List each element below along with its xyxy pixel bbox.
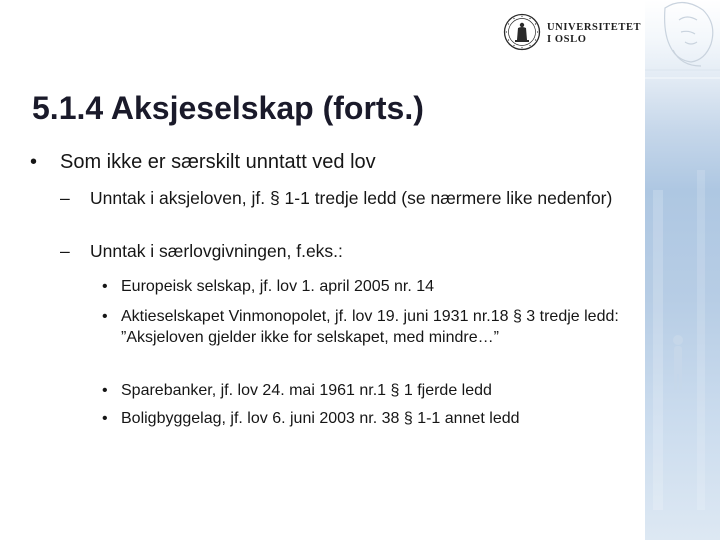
list-item-text: Sparebanker, jf. lov 24. mai 1961 nr.1 § 1 fjerde ledd [121, 382, 492, 399]
decorative-side-band [645, 0, 720, 540]
list-item-text: Boligbyggelag, jf. lov 6. juni 2003 nr. 38 § 1-1 annet ledd [121, 410, 520, 427]
bullet-marker: • [102, 308, 108, 325]
bullet-marker: • [102, 382, 108, 399]
list-item-text: Aktieselskapet Vinmonopolet, jf. lov 19. juni 1931 nr.18 § 3 tredje ledd: ”Aksjeloven gjelder ikke for selskapet, med mindre…” [121, 308, 619, 346]
dash-marker: – [60, 188, 70, 208]
university-seal-icon [503, 13, 541, 51]
bullet-marker: • [102, 410, 108, 427]
sub-bullet-text: Unntak i aksjeloven, jf. § 1-1 tredje ledd (se nærmere like nedenfor) [90, 188, 613, 208]
band-artwork [645, 0, 720, 540]
bullet-text: Som ikke er særskilt unntatt ved lov [60, 151, 376, 173]
logo-text-line2: I OSLO [547, 34, 587, 45]
logo-text-line1: UNIVERSITETET [547, 22, 642, 33]
sub-bullet-text: Unntak i særlovgivningen, f.eks.: [90, 241, 343, 261]
dash-marker: – [60, 241, 70, 261]
list-item-text: Europeisk selskap, jf. lov 1. april 2005 nr. 14 [121, 278, 435, 295]
slide-title: 5.1.4 Aksjeselskap (forts.) [32, 90, 424, 126]
bullet-marker: • [30, 151, 38, 173]
university-logo [503, 13, 643, 53]
bullet-marker: • [102, 278, 108, 295]
